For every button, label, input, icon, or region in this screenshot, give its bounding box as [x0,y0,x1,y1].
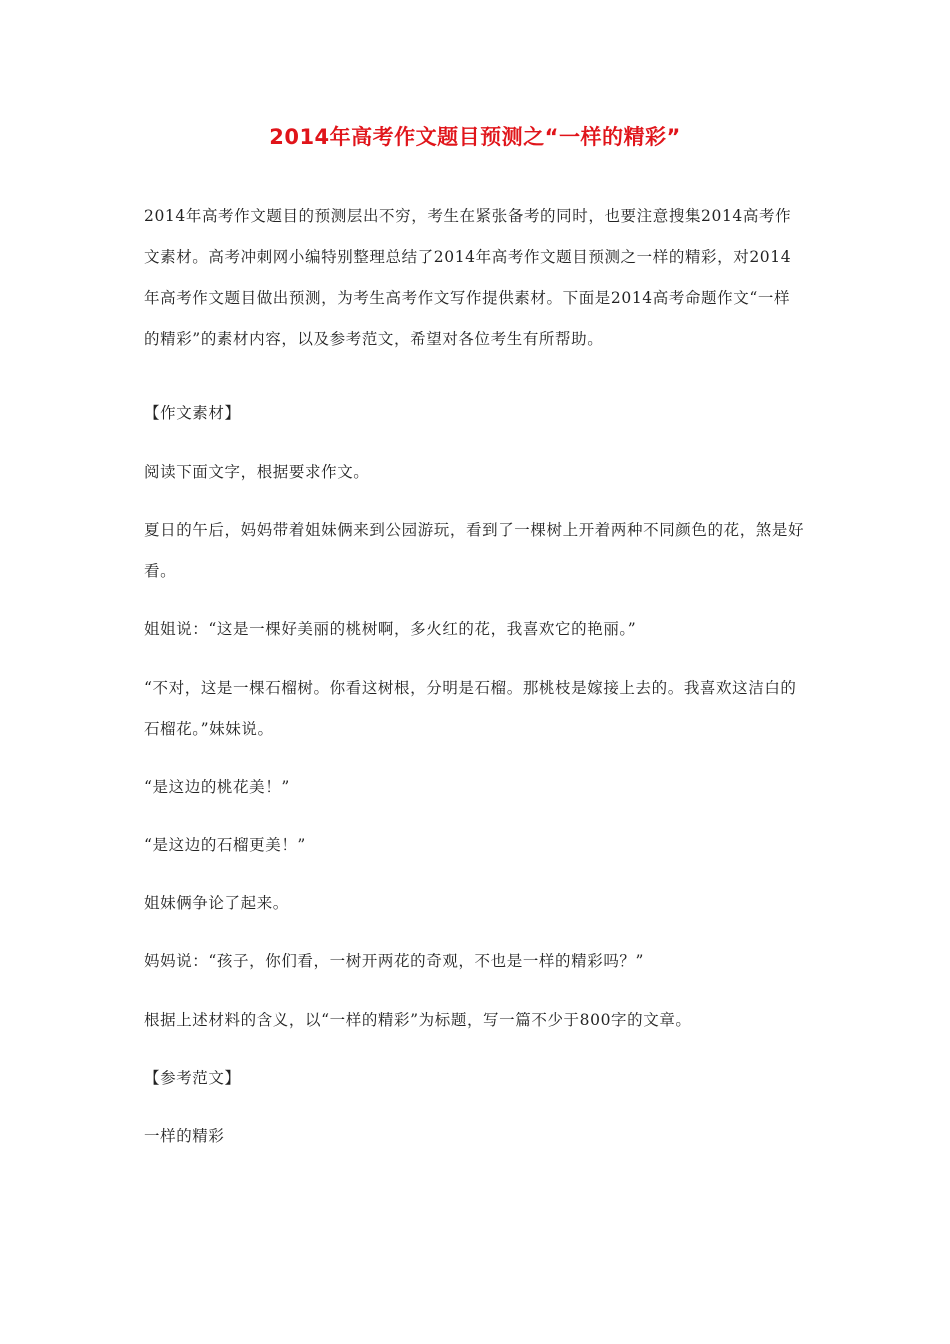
paragraph-text: 一样的精彩 [144,1127,225,1145]
paragraph-text: “是这边的桃花美！” [144,778,290,796]
paragraph-story-3 [144,668,806,750]
intro-paragraph: 2014年高考作文题目的预测层出不穷，考生在紧张备考的同时，也要注意搜集2014高考作文素材。高考冲刺网小编特别整理总结了2014年高考作文题目预测之一样的精彩，对2014年高考作文题目做出预测，为考生高考作文写作提供素材。下面是2014高考命题作文“一样的精彩”的素材内容，以及参考范文，希望对各位考生有所帮助。 [144,207,792,348]
paragraph-story-4 [144,767,806,808]
section-heading-sample [144,1058,806,1099]
paragraph-text: 姐妹俩争论了起来。 [144,894,289,912]
paragraph-text: 阅读下面文字，根据要求作文。 [144,463,370,481]
paragraph-story-7 [144,941,806,982]
paragraph-story-2 [144,609,806,650]
heading-text: 【参考范文】 [144,1069,241,1087]
paragraph-instruction [144,452,806,493]
paragraph-text: 姐姐说：“这是一棵好美丽的桃树啊，多火红的花，我喜欢它的艳丽。” [144,620,637,638]
paragraph-requirement [144,1000,806,1041]
document-title: 2014年高考作文题目预测之“一样的精彩” [269,125,681,149]
sample-essay-title [144,1116,806,1157]
heading-text: 【作文素材】 [144,404,241,422]
paragraph-text: 夏日的午后，妈妈带着姐妹俩来到公园游玩，看到了一棵树上开着两种不同颜色的花，煞是好看。 [144,521,805,580]
section-heading-material [144,393,806,434]
paragraph-story-5 [144,825,806,866]
paragraph-story-1 [144,510,806,592]
paragraph-text: “是这边的石榴更美！” [144,836,306,854]
paragraph-text: “不对，这是一棵石榴树。你看这树根，分明是石榴。那桃枝是嫁接上去的。我喜欢这洁白的石榴花。”妹妹说。 [144,679,797,738]
paragraph-text: 根据上述材料的含义，以“一样的精彩”为标题，写一篇不少于800字的文章。 [144,1011,692,1029]
paragraph-text: 妈妈说：“孩子，你们看，一树开两花的奇观，不也是一样的精彩吗？” [144,952,645,970]
paragraph-story-6 [144,883,806,924]
